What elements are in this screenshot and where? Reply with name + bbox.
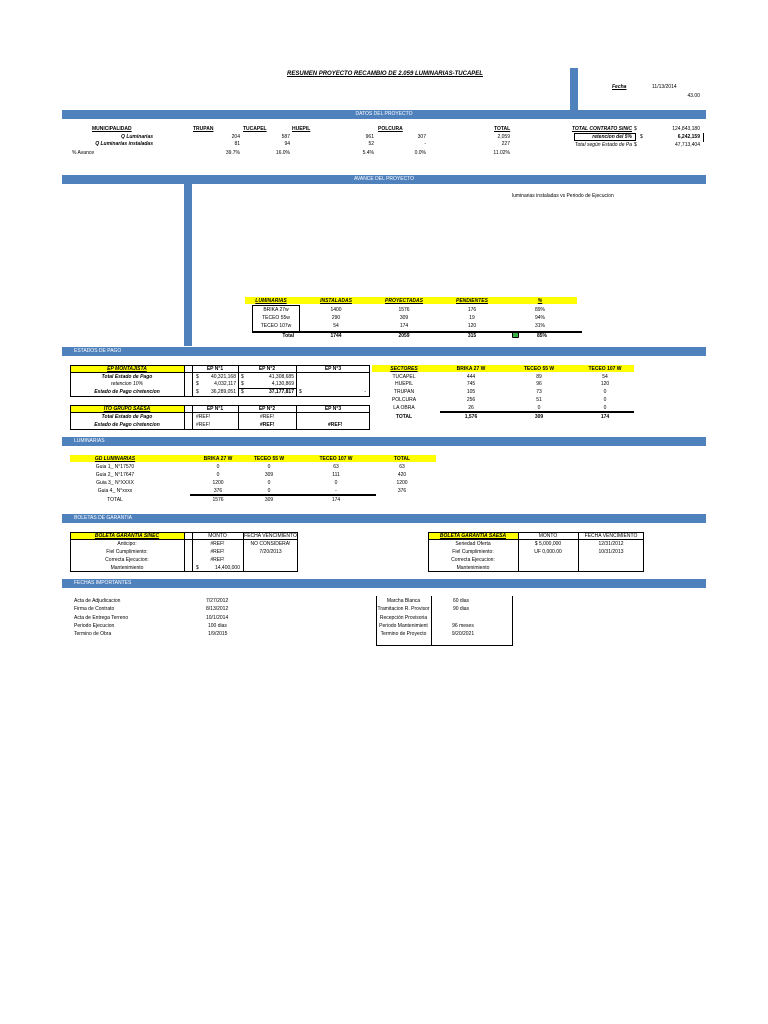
luminarias-header: GD LUMINARIAS: [94, 456, 136, 462]
currency: $: [299, 389, 302, 395]
cell-border: [184, 365, 185, 397]
sectores-header: TECEO 107 W: [588, 366, 622, 372]
datos-cell: 227: [501, 141, 510, 147]
avance-cell: 176: [467, 307, 477, 313]
sinec-header: FECHA VENCIMIENTO: [244, 533, 297, 539]
datos-header-tucapel: TUCAPEL: [243, 126, 267, 132]
section-title: BOLETAS DE GARANTIA: [74, 515, 132, 521]
fecha-item-label: Termino de Proyecto: [380, 631, 427, 637]
avance-cell: 290: [331, 315, 341, 321]
luminarias-cell: 111: [332, 472, 340, 478]
saesa-header: EP N°2: [258, 406, 276, 412]
sinec-cell: 14,400,000: [214, 565, 240, 571]
datos-cell: -: [424, 141, 426, 147]
luminarias-cell: 63: [333, 464, 339, 470]
datos-cell: 94: [284, 141, 290, 147]
avance-cell: 19: [469, 315, 475, 321]
sectores-cell: 89: [536, 374, 542, 380]
currency: $: [241, 374, 244, 380]
avance-cell: 31%: [534, 323, 545, 329]
cell-border: [703, 133, 704, 142]
montajista-cell: 4,130,869: [271, 381, 294, 387]
avance-total-cell: 315: [467, 333, 477, 339]
luminarias-cell: 376: [397, 488, 407, 494]
cell-border: [376, 645, 512, 646]
datos-cell: 5.4%: [362, 150, 374, 156]
sectores-cell: 73: [536, 389, 542, 395]
fecha-label: Fecha: [612, 84, 627, 90]
fecha-item-value: 100 dias: [208, 623, 227, 629]
montajista-cell: 41,308,685: [268, 374, 294, 380]
saesa-boleta-cell: $ 5,000,000: [534, 541, 562, 547]
montajista-row-label: Estado de Pago c/retencion: [94, 389, 160, 395]
sectores-cell: 105: [466, 389, 476, 395]
avance-header: LUMINARIAS: [255, 298, 287, 304]
montajista-header: EP MONTAJISTA: [107, 366, 147, 372]
sectores-cell: 444: [466, 374, 476, 380]
sectores-cell: 0: [603, 405, 607, 411]
saesa-cell: #REF!: [260, 414, 275, 420]
datos-row-label: Q Luminarias: [121, 134, 153, 140]
datos-header-huepil: HUEPIL: [292, 126, 311, 132]
saesa-boleta-label: Correcta Ejecucion:: [451, 557, 495, 563]
fecha-item-value: 90 dias: [452, 606, 470, 612]
avance-cell: BRIKA 27w: [263, 307, 289, 313]
currency: $: [241, 381, 244, 387]
avance-cell: 174: [399, 323, 409, 329]
saesa-boleta-label: Seriedad Oferta: [455, 541, 491, 547]
total-contrato-label: TOTAL CONTRATO SINIC: [571, 126, 632, 132]
sectores-cell: 745: [466, 381, 476, 387]
fecha-item-label: Recepción Provisoria: [379, 615, 428, 621]
sectores-cell: 0: [603, 397, 607, 403]
luminarias-total-cell: 309: [264, 497, 274, 503]
luminarias-cell: 1200: [396, 480, 408, 486]
sinec-row-label: Anticipo:: [117, 541, 137, 547]
avance-header: %: [537, 298, 543, 304]
saesa-row-label: Total Estado de Pago: [101, 414, 153, 420]
saesa-boleta-header: BOLETA GARANTIA SAESA: [439, 533, 507, 539]
sinec-row-label: Fiel Cumplimiento:: [106, 549, 148, 555]
avance-header: PROYECTADAS: [385, 298, 423, 304]
luminarias-cell: 0: [267, 480, 271, 486]
saesa-boleta-cell: UF 0,000.00: [534, 549, 562, 555]
montajista-header: EP N°2: [258, 366, 276, 372]
datos-cell: 16.0%: [275, 150, 290, 156]
saesa-row-label: Estado de Pago c/retencion: [94, 422, 160, 428]
datos-cell: 2,059: [497, 134, 510, 140]
fecha-item-label: Tramitacion R. Provisor: [377, 606, 430, 612]
sectores-cell: 51: [536, 397, 542, 403]
luminarias-total-label: TOTAL: [107, 497, 123, 503]
cell-border: [70, 412, 370, 413]
luminarias-header: TECEO 55 W: [253, 456, 285, 462]
sectores-header: SECTORES: [390, 366, 418, 372]
saesa-boleta-label: Mantenimiento: [456, 565, 490, 571]
saesa-cell: #REF!: [196, 422, 211, 428]
avance-total-cell: 85%: [536, 333, 547, 339]
sectores-cell: LA OBRA: [393, 405, 415, 411]
section-title: FECHAS IMPORTANTES: [74, 580, 132, 586]
section-band-datos: [62, 110, 706, 119]
datos-cell: 81: [234, 141, 240, 147]
montajista-row-label: retencion 10%: [111, 381, 143, 387]
fecha-item-label: Acta de Entrega Terreno: [74, 615, 129, 621]
datos-row-label: % Avance: [72, 150, 95, 156]
fecha-extra: 43.00: [687, 93, 700, 99]
saesa-header: ITO GRUPO SAESA: [103, 406, 151, 412]
montajista-header: EP N°1: [206, 366, 224, 372]
montajista-cell: 37,177,817: [268, 389, 294, 395]
sinec-row-label: Mantenimiento: [110, 565, 144, 571]
currency: $: [196, 374, 199, 380]
sinec-cell: #REF!: [210, 557, 225, 563]
saesa-cell: #REF!: [260, 422, 275, 428]
total-contrato-currency: $: [634, 126, 637, 132]
datos-header-municipalidad: MUNICIPALIDAD: [92, 126, 132, 132]
saesa-boleta-cell: 10/31/2013: [598, 549, 624, 555]
avance-cell: 120: [467, 323, 477, 329]
sectores-cell: 54: [602, 374, 608, 380]
section-title: ESTADOS DE PAGO: [74, 348, 122, 354]
montajista-row-label: Total Estado de Pago: [101, 374, 153, 380]
saesa-boleta-cell: 12/31/2012: [598, 541, 624, 547]
luminarias-header: BRIKA 27 W: [203, 456, 233, 462]
datos-cell: 52: [368, 141, 374, 147]
saesa-boleta-header: FECHA VENCIMIENTO: [584, 533, 638, 539]
montajista-cell: 4,032,117: [214, 381, 236, 387]
cell-border: [184, 532, 185, 572]
total-ep-currency: $: [634, 142, 637, 148]
luminarias-header: TECEO 107 W: [319, 456, 353, 462]
luminarias-cell: 1200: [212, 480, 224, 486]
cell-border: [184, 405, 185, 430]
sinec-cell: #REF!: [210, 541, 225, 547]
datos-cell: 11.02%: [493, 150, 510, 156]
luminarias-cell: 309: [264, 472, 274, 478]
section-band-boletas: [62, 514, 706, 523]
avance-total-cell: 2059: [398, 333, 410, 339]
avance-cell: TECEO 55w: [262, 315, 290, 321]
luminarias-cell: Guia 1_ N°17570: [95, 464, 135, 470]
fecha-item-value: 8/13/2012: [206, 606, 229, 612]
avance-total-cell: 1744: [330, 333, 342, 339]
saesa-header: EP N°3: [324, 406, 342, 412]
currency: $: [241, 389, 244, 395]
sectores-cell: 256: [466, 397, 476, 403]
retencion-label: retencion del 5%: [592, 134, 632, 140]
luminarias-cell: 0: [267, 464, 271, 470]
page-title: RESUMEN PROYECTO RECAMBIO DE 2.059 LUMINARIAS-TUCAPEL: [287, 71, 483, 77]
saesa-boleta-label: Fiel Cumplimiento:: [452, 549, 494, 555]
luminarias-cell: Guia 3_ N°XXXX: [96, 480, 134, 486]
luminarias-total-cell: 1576: [212, 497, 224, 503]
fecha-item-value: 7/27/2012: [206, 598, 229, 604]
currency: $: [196, 565, 199, 571]
datos-header-total: TOTAL: [494, 126, 511, 132]
avance-header: PENDIENTES: [456, 298, 488, 304]
sectores-total-cell: 309: [534, 414, 544, 420]
total-ep-label: Total según Estado de Pa: [574, 142, 632, 148]
sinec-cell: 7/20/2013: [259, 549, 282, 555]
currency: $: [196, 389, 199, 395]
sinec-cell: NO CONSIDERA!: [250, 541, 291, 547]
luminarias-cell: 63: [399, 464, 405, 470]
datos-header-trupan: TRUPAN: [193, 126, 214, 132]
cell-border: [512, 596, 513, 646]
sectores-cell: 0: [537, 405, 541, 411]
datos-row-label: Q Luminarias instaladas: [95, 141, 153, 147]
fecha-item-label: Periodo Mantenimient: [379, 623, 428, 629]
chart-caption: luminarias instaladas vs Periodo de Ejecucion: [512, 193, 614, 199]
fecha-item-label: Firma de Contrato: [74, 606, 115, 612]
luminarias-cell: 0: [267, 488, 271, 494]
avance-cell: 1576: [398, 307, 410, 313]
sinec-cell: #REF!: [210, 549, 225, 555]
sectores-cell: POLCURA: [391, 397, 417, 403]
avance-cell: 94%: [534, 315, 545, 321]
header-vertical-bar: [570, 68, 578, 110]
sectores-total-label: TOTAL: [395, 414, 413, 420]
montajista-cell: -: [364, 389, 366, 395]
fecha-item-value: 60 dias: [452, 598, 470, 604]
avance-cell: 54: [333, 323, 339, 329]
sectores-cell: 96: [536, 381, 542, 387]
status-green-icon: [512, 332, 519, 338]
sectores-total-cell: 1,576: [464, 414, 478, 420]
sinec-header: BOLETA GARANTIA SINEC: [94, 533, 160, 539]
sectores-cell: 120: [600, 381, 610, 387]
saesa-cell: #REF!: [196, 414, 211, 420]
avance-header: INSTALADAS: [320, 298, 352, 304]
montajista-cell: 40,321,168: [210, 374, 236, 380]
sinec-header: MONTO: [208, 533, 227, 539]
montajista-header: EP N°3: [324, 366, 342, 372]
fecha-item-value: 1/9/2015: [208, 631, 228, 637]
datos-cell: 307: [417, 134, 426, 140]
sectores-cell: TRUPAN: [393, 389, 415, 395]
fecha-value: 11/13/2014: [652, 84, 677, 90]
avance-cell: 89%: [534, 307, 545, 313]
section-band-estados: [62, 347, 706, 356]
luminarias-cell: Guia 4_ N°xxxx: [97, 488, 133, 494]
saesa-boleta-header: MONTO: [538, 533, 558, 539]
section-band-avance: [62, 175, 706, 184]
cell-border: [70, 372, 370, 373]
sectores-cell: TUCAPEL: [392, 374, 416, 380]
montajista-cell: 36,289,051: [210, 389, 236, 395]
fecha-item-label: Periodo Ejecucion: [74, 623, 115, 629]
luminarias-cell: 420: [397, 472, 407, 478]
section-band-luminarias: [62, 437, 706, 446]
datos-cell: 0.0%: [414, 150, 426, 156]
luminarias-total-cell: 174: [331, 497, 341, 503]
datos-cell: 961: [365, 134, 374, 140]
section-title: DATOS DEL PROYECTO: [355, 111, 413, 117]
fecha-item-value: 96 meses: [452, 623, 474, 629]
luminarias-header: TOTAL: [393, 456, 411, 462]
section-title: AVANCE DEL PROYECTO: [353, 176, 415, 182]
luminarias-cell: -: [335, 488, 337, 494]
luminarias-cell: 0: [334, 480, 338, 486]
datos-cell: 39.7%: [225, 150, 240, 156]
fecha-item-label: Marcha Blanca: [386, 598, 421, 604]
sectores-header: BRIKA 27 W: [456, 366, 486, 372]
avance-cell: 1400: [330, 307, 342, 313]
luminarias-total-rule: [190, 494, 376, 496]
sectores-header: TECEO 55 W: [523, 366, 555, 372]
retencion-value: 6,242,159: [677, 134, 700, 140]
fecha-item-label: Acta de Adjudicacion: [74, 598, 121, 604]
sectores-total-rule: [440, 411, 634, 413]
cell-border: [70, 539, 298, 540]
datos-cell: 204: [231, 134, 240, 140]
luminarias-cell: 376: [213, 488, 223, 494]
avance-cell: TECEO 107w: [260, 323, 292, 329]
sectores-cell: 0: [603, 389, 607, 395]
sectores-cell: HUEPIL: [394, 381, 414, 387]
saesa-cell: #REF!: [328, 422, 343, 428]
section-title: LUMINARIAS: [74, 438, 105, 444]
datos-cell: 587: [281, 134, 290, 140]
currency: $: [196, 381, 199, 387]
avance-total-label: Total: [282, 333, 294, 339]
fecha-item-value: 10/1/2014: [206, 615, 229, 621]
total-ep-value: 47,713,404: [674, 142, 700, 148]
section-band-fechas: [62, 579, 706, 588]
sectores-cell: 26: [468, 405, 474, 411]
luminarias-cell: Guia 2_ N°17647: [95, 472, 135, 478]
fecha-item-value: 9/20/2021: [451, 631, 475, 637]
datos-header-polcura: POLCURA: [378, 126, 403, 132]
sinec-row-label: Correcta Ejecucion:: [105, 557, 149, 563]
retencion-currency: $: [640, 134, 643, 140]
luminarias-cell: 0: [216, 472, 220, 478]
cell-border: [428, 539, 644, 540]
sectores-total-cell: 174: [600, 414, 610, 420]
total-contrato-value: 124,843,180: [672, 126, 700, 132]
fecha-item-label: Termino de Obra: [74, 631, 112, 637]
avance-vertical-bar: [184, 184, 192, 346]
saesa-header: EP N°1: [206, 406, 224, 412]
avance-cell: 309: [399, 315, 409, 321]
luminarias-cell: 0: [216, 464, 220, 470]
